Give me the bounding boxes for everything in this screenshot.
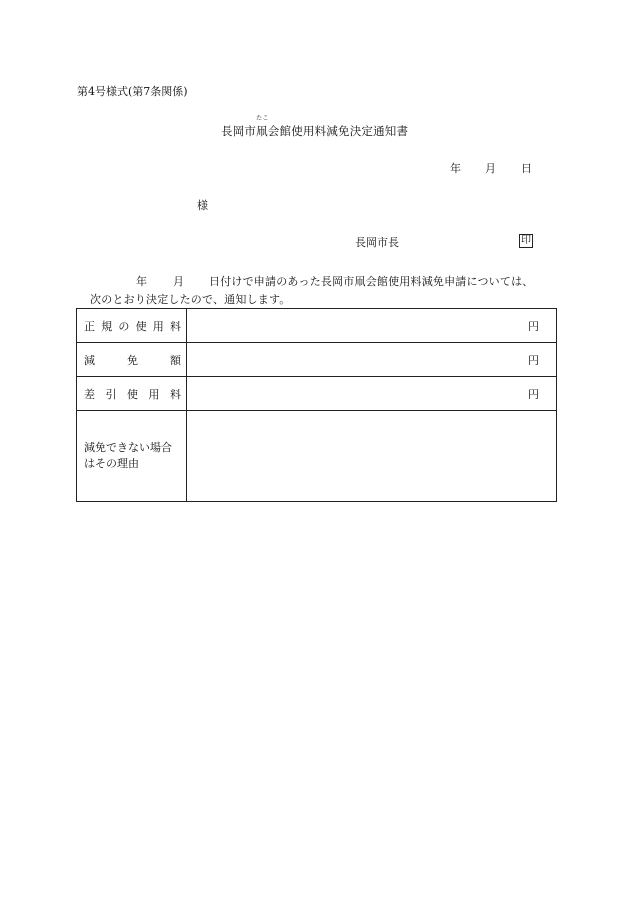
table-row-net-fee — [77, 377, 557, 411]
table-row-reason — [77, 411, 557, 502]
net-fee-label — [77, 377, 187, 411]
label-char: 差 — [84, 387, 95, 401]
label-char: 規 — [101, 319, 113, 333]
body-month-label: 月 — [173, 275, 184, 288]
regular-fee-value — [187, 309, 557, 343]
label-char: の — [118, 319, 130, 333]
label-char: 料 — [170, 387, 181, 401]
issuer-name: 長岡市長 — [355, 236, 399, 249]
yen-unit: 円 — [528, 387, 539, 401]
label-char: 使 — [135, 319, 147, 333]
body-text-line2: 次のとおり決定したので、通知します。 — [90, 293, 291, 306]
form-number: 第4号様式(第7条関係) — [77, 85, 188, 98]
reason-label — [77, 411, 187, 502]
label-char: 引 — [105, 387, 117, 401]
label-char: 正 — [84, 319, 95, 333]
body-text-line1: 日付けで申請のあった長岡市凧会館使用料減免申請については、 — [209, 275, 534, 288]
reduction-amount-value — [187, 343, 557, 377]
label-char: 用 — [152, 319, 164, 333]
label-char: 使 — [127, 387, 138, 401]
label-char: 免 — [127, 353, 138, 367]
label-char: 額 — [170, 353, 181, 367]
seal-mark: 印 — [521, 235, 531, 246]
label-char: 料 — [169, 319, 181, 333]
yen-unit: 円 — [528, 319, 539, 333]
reason-label-line1: 減免できない場合 — [84, 441, 172, 454]
reason-label-line2: はその理由 — [84, 457, 139, 470]
body-year-label: 年 — [136, 275, 147, 288]
reduction-amount-label — [77, 343, 187, 377]
regular-fee-label — [77, 309, 187, 343]
date-month-label: 月 — [485, 162, 496, 175]
label-char: 用 — [148, 387, 160, 401]
fee-table — [76, 308, 557, 502]
label-char: 減 — [84, 353, 95, 367]
document-title: 長岡市凧会館使用料減免決定通知書 — [221, 124, 409, 138]
addressee-honorific: 様 — [197, 199, 208, 212]
yen-unit: 円 — [528, 353, 539, 367]
reason-value — [187, 411, 557, 502]
title-ruby: たこ — [256, 115, 270, 122]
date-day-label: 日 — [521, 162, 532, 175]
table-row-regular-fee — [77, 309, 557, 343]
net-fee-value — [187, 377, 557, 411]
table-row-reduction-amount — [77, 343, 557, 377]
date-year-label: 年 — [450, 162, 461, 175]
